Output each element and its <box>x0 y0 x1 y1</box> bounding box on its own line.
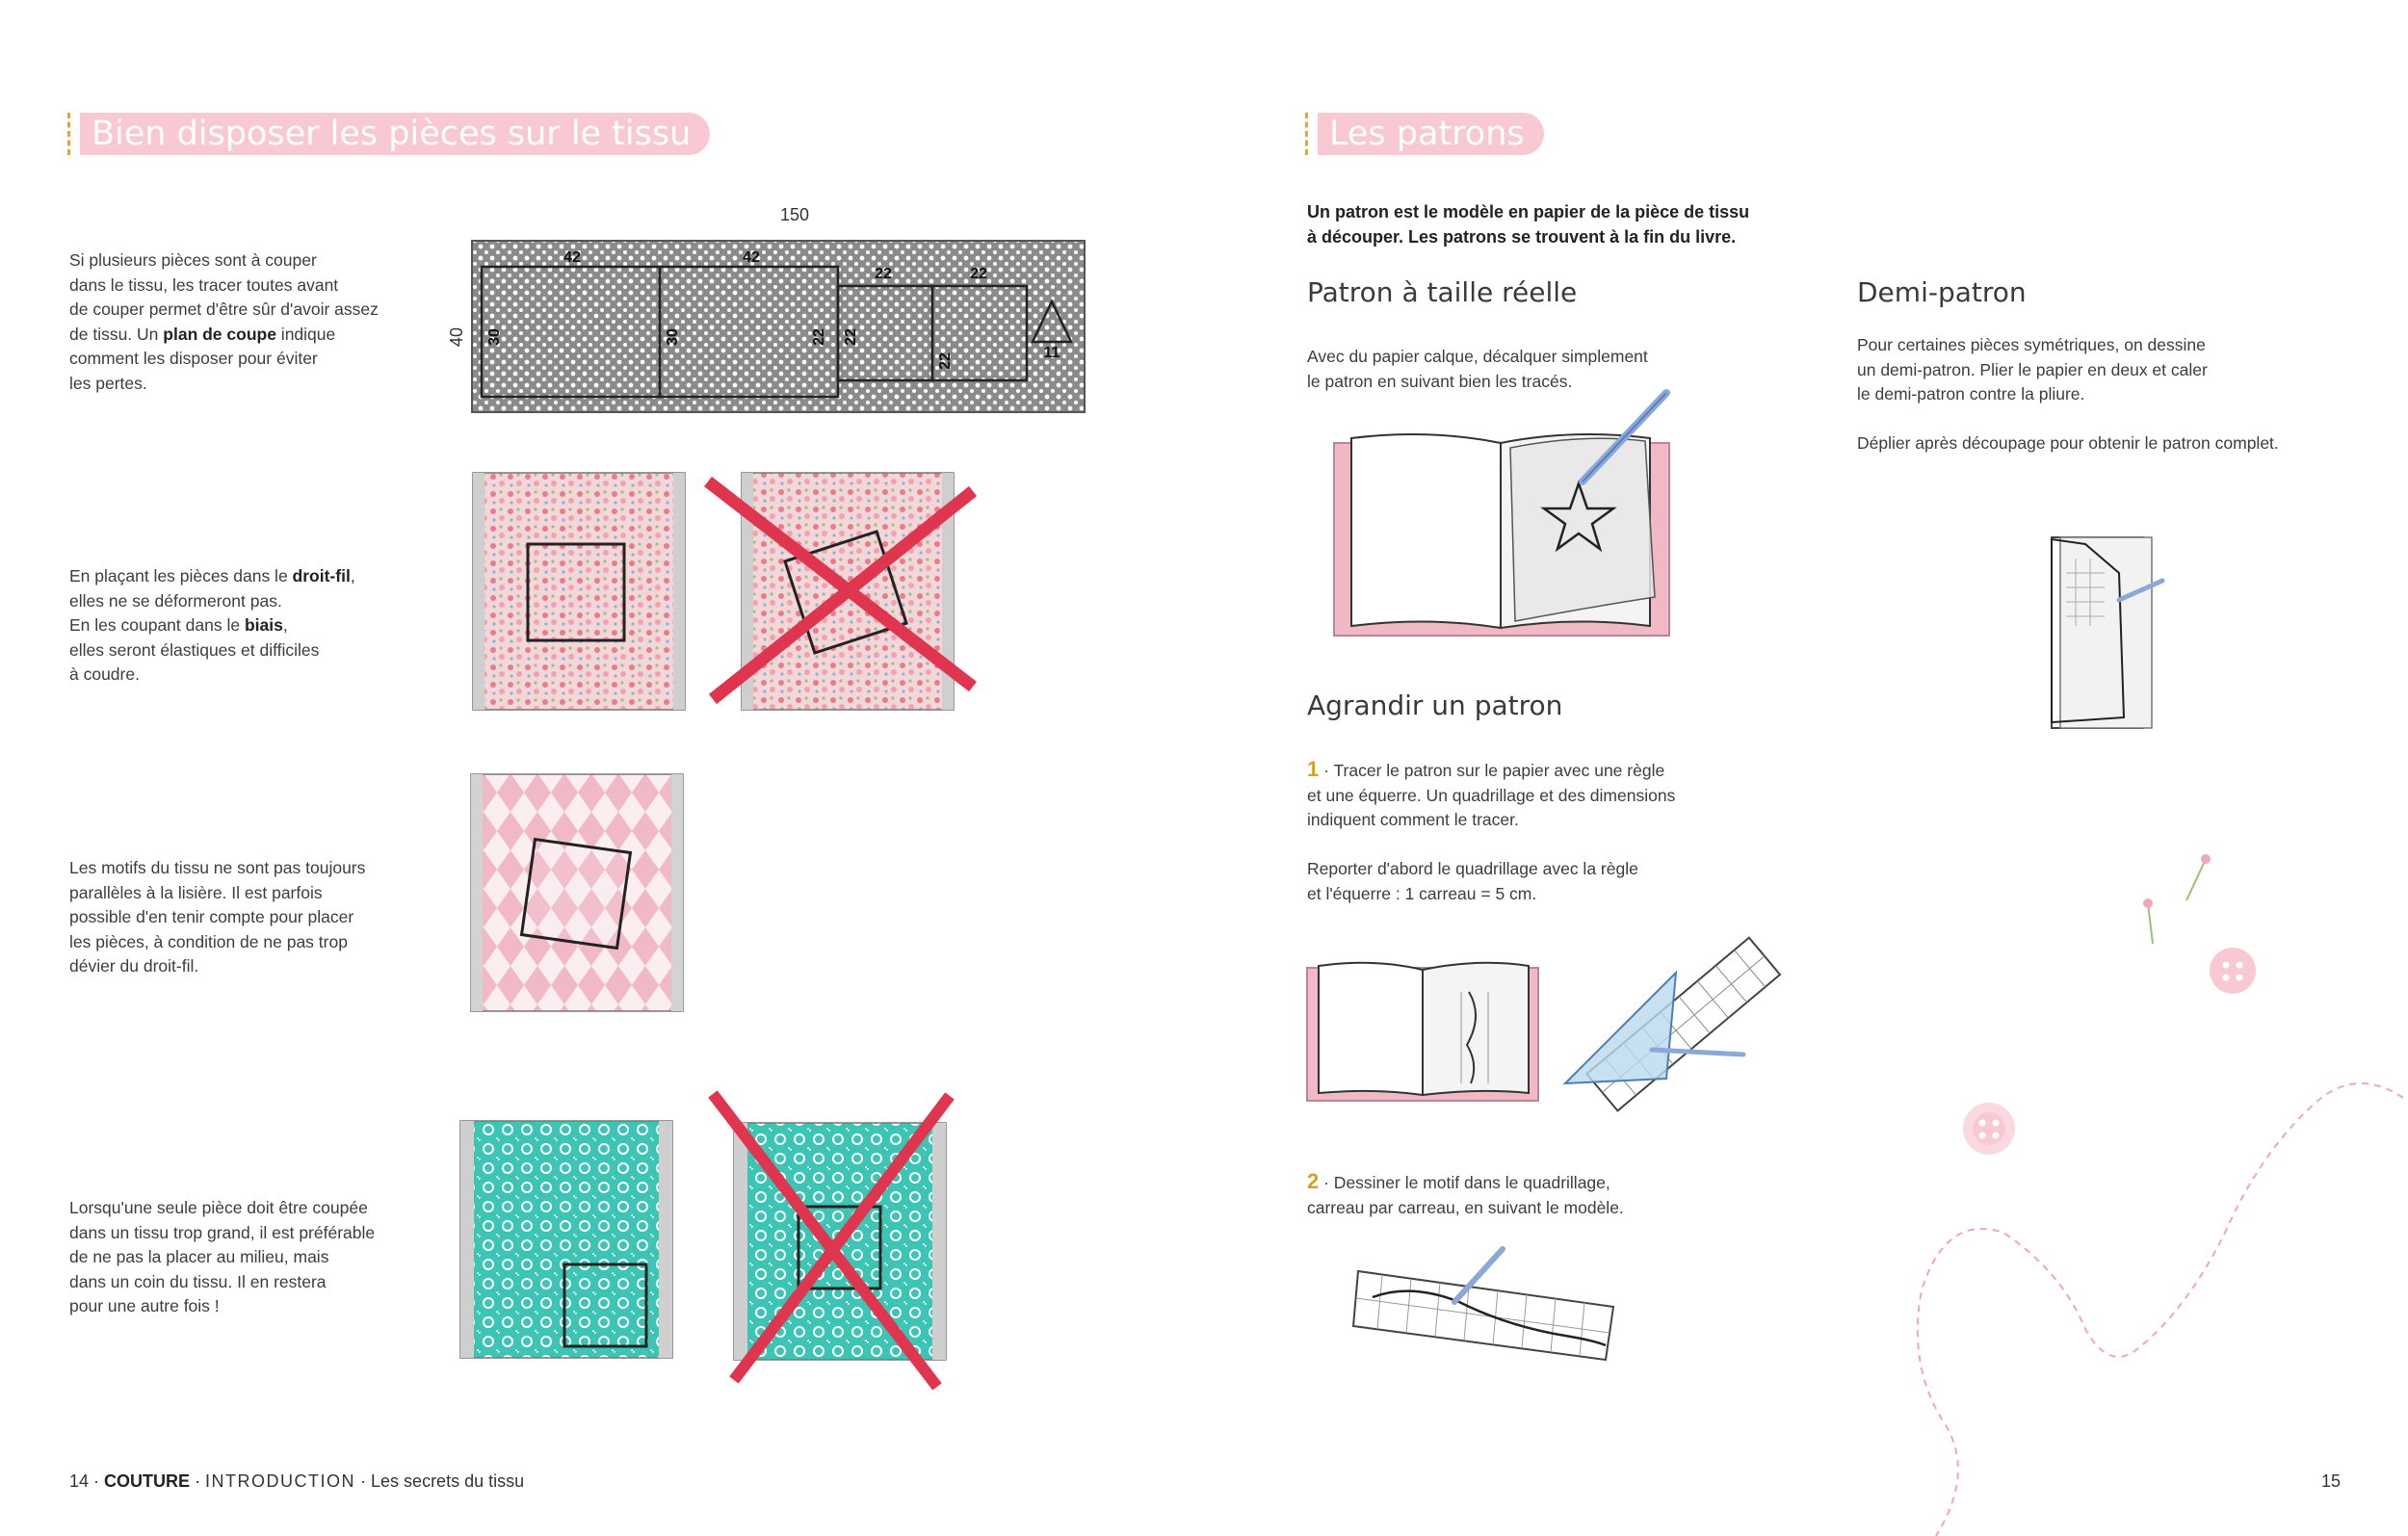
heading-demi-patron: Demi-patron <box>1857 276 2027 308</box>
footer-subtitle: Les secrets du tissu <box>371 1471 525 1491</box>
piece-label: 30 <box>486 328 503 346</box>
button-icon <box>1963 1103 2015 1155</box>
section-title-disposer: Bien disposer les pièces sur le tissu <box>67 113 70 155</box>
button-icon <box>2210 948 2256 994</box>
piece-label: 42 <box>743 249 760 266</box>
ruler-square-illustration <box>1560 915 1792 1132</box>
harlequin-fabric <box>470 773 684 1012</box>
footer-chapter: INTRODUCTION <box>205 1471 356 1491</box>
strip-drawing-illustration <box>1353 1244 1618 1365</box>
piece-label: 22 <box>811 328 827 346</box>
piece-label: 42 <box>563 249 581 266</box>
intro-patrons: Un patron est le modèle en papier de la pièce de tissu à découper. Les patrons se trouvent à la fin du livre. <box>1307 202 1750 247</box>
heading-taille-reelle: Patron à taille réelle <box>1307 276 1578 308</box>
floral-fabric-biais-wrong <box>708 470 978 713</box>
height-label: 40 <box>447 326 466 348</box>
section-title-patrons: Les patrons <box>1305 113 1308 155</box>
floral-fabric-droit-fil <box>472 472 686 711</box>
folded-paper-illustration <box>2047 534 2167 732</box>
page-number-right: 15 <box>2321 1471 2342 1491</box>
book-grid-illustration <box>1305 920 1541 1103</box>
piece-label: 22 <box>843 328 859 346</box>
paragraph-motifs: Les motifs du tissu ne sont pas toujours parallèles à la lisière. Il est parfois possible d'en tenir compte pour placer les pièces, à condition de ne pas trop dévier du droit-fil. <box>69 858 366 976</box>
page-number-left: 14 <box>69 1471 90 1491</box>
heading-agrandir: Agrandir un patron <box>1307 690 1563 721</box>
paragraph-droit-fil: En plaçant les pièces dans le droit-fil, elles ne se déformeront pas. En les coupant dans le biais, elles seront élastiques et difficiles à coudre. <box>69 566 355 684</box>
book-tracing-illustration <box>1332 385 1679 640</box>
decorative-sewing-elements <box>1917 847 2408 1536</box>
cutting-plan-illustration <box>443 197 1098 419</box>
footer-left: 14 · COUTURE · INTRODUCTION · Les secrets du tissu <box>69 1471 525 1491</box>
footer-category: COUTURE <box>104 1471 191 1491</box>
paragraph-step-2: 2 · Dessiner le motif dans le quadrillage, carreau par carreau, en suivant le modèle. <box>1307 1169 1624 1217</box>
pin-icon <box>2148 903 2153 944</box>
paragraph-seule-piece: Lorsqu'une seule pièce doit être coupée dans un tissu trop grand, il est préférable de ne pas la placer au milieu, mais dans un coin du tissu. Il en restera pour une autre fois ! <box>69 1198 376 1315</box>
piece-label: 22 <box>970 266 987 282</box>
teal-fabric-corner <box>459 1120 673 1359</box>
piece-label: 30 <box>665 328 681 346</box>
paragraph-taille-reelle: Avec du papier calque, décalquer simplement le patron en suivant bien les tracés. <box>1307 347 1648 391</box>
paragraph-demi-patron: Pour certaines pièces symétriques, on dessine un demi-patron. Plier le papier en deux et caler le demi-patron contre la pliure. Déplier après découpage pour obtenir le patron complet. <box>1857 335 2279 453</box>
paragraph-step-1: 1 · Tracer le patron sur le papier avec une règle et une équerre. Un quadrillage et des dimensions indiquent comment le tracer. Reporter d'abord le quadrillage avec la règle et l'équerre : 1 carreau = 5 cm. <box>1307 757 1676 903</box>
piece-label: 22 <box>937 352 954 370</box>
paragraph-plan-de-coupe: Si plusieurs pièces sont à couper dans le tissu, les tracer toutes avant de couper permet d'être sûr d'avoir assez de tissu. Un plan de coupe indique comment les disposer pour éviter les pertes. <box>69 250 379 393</box>
pin-icon <box>2186 859 2206 900</box>
width-label: 150 <box>779 205 810 224</box>
piece-label: 11 <box>1043 345 1060 361</box>
piece-label: 22 <box>875 266 892 282</box>
teal-fabric-middle-wrong <box>713 1091 965 1392</box>
